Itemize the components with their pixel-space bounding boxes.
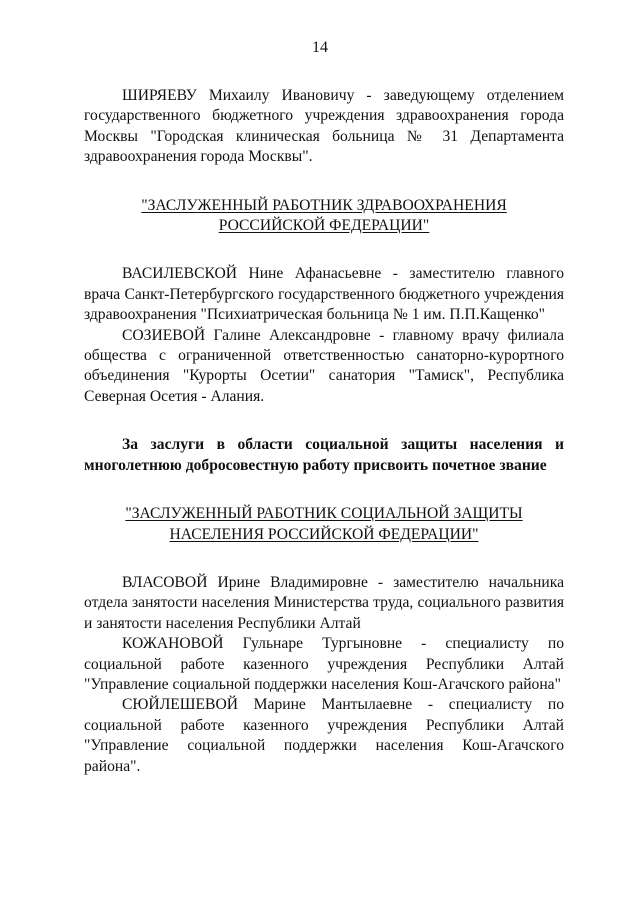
- award-title-health-line1: "ЗАСЛУЖЕННЫЙ РАБОТНИК ЗДРАВООХРАНЕНИЯ: [141, 196, 507, 214]
- page-number: 14: [312, 39, 328, 56]
- award-entry-shiryaev: ШИРЯЕВУ Михаилу Ивановичу - заведующему отделением государственного бюджетного учреждения здравоохранения города Москвы "Городская клиническая больница № 31 Департамента здравоохранения города Москвы".: [84, 87, 564, 166]
- award-entry-vlasova: ВЛАСОВОЙ Ирине Владимировне - заместителю начальника отдела занятости населения Министерства труда, социального развития и занятости населения Республики Алтай: [84, 573, 564, 632]
- award-title-health-line2: РОССИЙСКОЙ ФЕДЕРАЦИИ": [218, 217, 430, 235]
- award-decree-intro: За заслуги в области социальной защиты населения и многолетнюю добросовестную работу присвоить почетное звание: [84, 436, 564, 474]
- award-entry-sozieva: СОЗИЕВОЙ Галине Александровне - главному врачу филиала общества с ограниченной ответственностью санаторно-курортного объединения "Курорты Осетии" санатория "Тамиск", Республика Северная Осетия - Алания.: [84, 326, 564, 405]
- award-entry-vasilevskaya: ВАСИЛЕВСКОЙ Нине Афанасьевне - заместителю главного врача Санкт-Петербургского государственного бюджетного учреждения здравоохранения "Психиатрическая больница № 1 им. П.П.Кащенко": [84, 265, 564, 324]
- award-title-social-line2: НАСЕЛЕНИЯ РОССИЙСКОЙ ФЕДЕРАЦИИ": [169, 525, 479, 543]
- award-entry-syuylesheva: СЮЙЛЕШЕВОЙ Марине Мантылаевне - специалисту по социальной работе казенного учреждения Республики Алтай "Управление социальной поддержки населения Кош-Агачского района".: [84, 696, 564, 775]
- document-body: [84, 86, 564, 777]
- award-entry-kozhanova: КОЖАНОВОЙ Гульнаре Тургыновне - специалисту по социальной работе казенного учреждения Республики Алтай "Управление социальной поддержки населения Кош-Агачского района": [84, 635, 564, 693]
- award-title-social-line1: "ЗАСЛУЖЕННЫЙ РАБОТНИК СОЦИАЛЬНОЙ ЗАЩИТЫ: [125, 505, 523, 523]
